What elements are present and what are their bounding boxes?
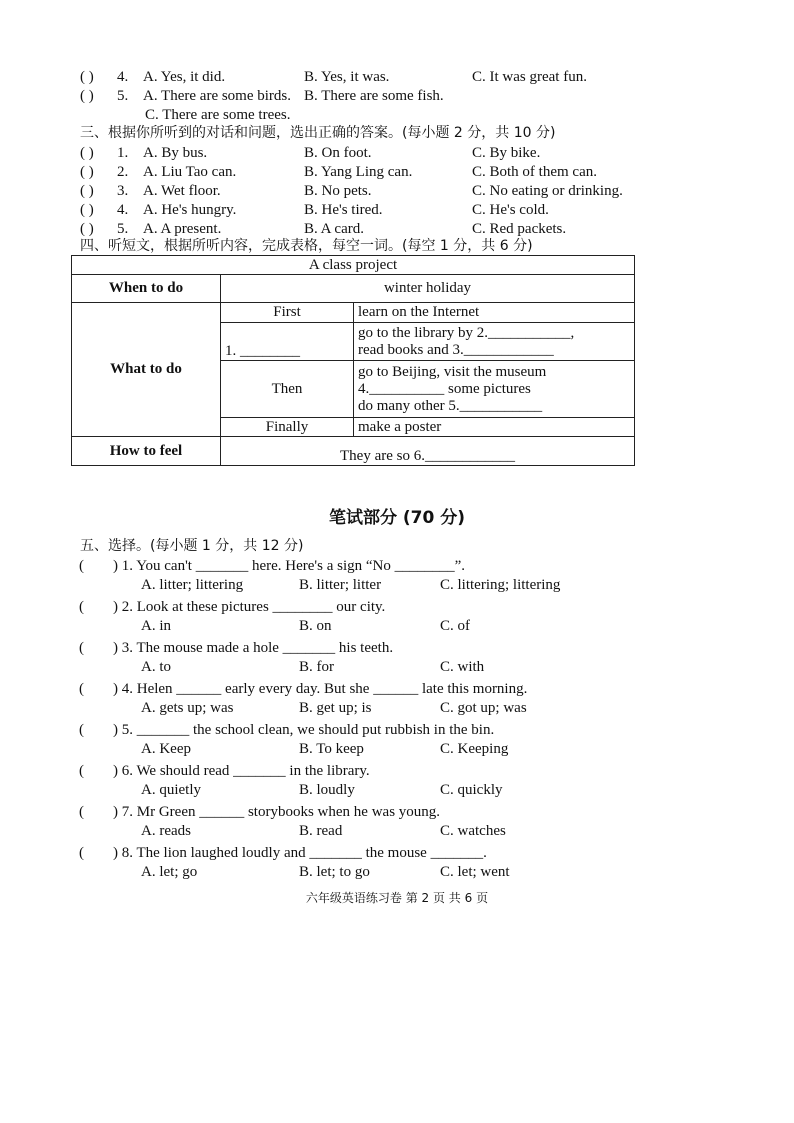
answer-paren[interactable]: ( bbox=[79, 722, 84, 738]
option-a: A. in bbox=[141, 618, 171, 634]
answer-paren[interactable]: ( bbox=[79, 763, 84, 779]
question-number: 4. bbox=[117, 202, 129, 218]
question-number: 3. bbox=[117, 183, 129, 199]
question-number: 5. bbox=[117, 88, 129, 104]
option-a: A. Wet floor. bbox=[143, 183, 221, 199]
answer-paren[interactable]: ( bbox=[79, 804, 84, 820]
option-a: A. There are some birds. bbox=[143, 88, 292, 104]
table-caption: A class project bbox=[72, 256, 635, 275]
option-b: B. A card. bbox=[304, 221, 364, 237]
answer-paren[interactable]: ( bbox=[79, 640, 84, 656]
answer-paren[interactable]: ( ) bbox=[80, 69, 94, 85]
option-b: B. Yes, it was. bbox=[304, 69, 390, 85]
read-books-line: read books and 3.____________ bbox=[358, 341, 554, 358]
finally-label: Finally bbox=[221, 418, 354, 437]
option-c: C. Keeping bbox=[440, 741, 509, 757]
answer-paren[interactable]: ( bbox=[79, 681, 84, 697]
question-text: ) 5. _______ the school clean, we should put rubbish in the bin. bbox=[113, 722, 495, 738]
question-number: 2. bbox=[117, 164, 129, 180]
beijing-line: go to Beijing, visit the museum bbox=[358, 363, 547, 380]
then-label: Then bbox=[221, 361, 354, 418]
question-number: 4. bbox=[117, 69, 129, 85]
option-c: C. Both of them can. bbox=[472, 164, 597, 180]
option-c: C. with bbox=[440, 659, 485, 675]
option-a: A. to bbox=[141, 659, 171, 675]
option-c: C. He's cold. bbox=[472, 202, 549, 218]
answer-paren[interactable]: ( ) bbox=[80, 183, 94, 199]
option-c: C. Red packets. bbox=[472, 221, 567, 237]
blank-1[interactable]: 1. ________ bbox=[221, 323, 354, 361]
option-a: A. gets up; was bbox=[141, 700, 234, 716]
option-c: C. By bike. bbox=[472, 145, 541, 161]
option-a: A. He's hungry. bbox=[143, 202, 237, 218]
answer-paren[interactable]: ( bbox=[79, 845, 84, 861]
answer-paren[interactable]: ( ) bbox=[80, 145, 94, 161]
question-number: 1. bbox=[117, 145, 129, 161]
option-a: A. Yes, it did. bbox=[143, 69, 226, 85]
finally-value: make a poster bbox=[354, 418, 635, 437]
option-b: B. There are some fish. bbox=[304, 88, 444, 104]
option-c: C. of bbox=[440, 618, 470, 634]
option-a: A. A present. bbox=[143, 221, 222, 237]
option-c-extra: C. There are some trees. bbox=[145, 107, 291, 123]
option-b: B. To keep bbox=[299, 741, 364, 757]
answer-paren[interactable]: ( ) bbox=[80, 221, 94, 237]
option-b: B. get up; is bbox=[299, 700, 372, 716]
question-text: ) 2. Look at these pictures ________ our city. bbox=[113, 599, 386, 615]
option-c: C. It was great fun. bbox=[472, 69, 587, 85]
option-b: B. On foot. bbox=[304, 145, 372, 161]
feel-value[interactable]: They are so 6.____________ bbox=[221, 437, 635, 466]
question-text: ) 3. The mouse made a hole _______ his teeth. bbox=[113, 640, 394, 656]
option-b: B. for bbox=[299, 659, 334, 675]
section4-heading: 四、听短文，根据所听内容，完成表格，每空一词。(每空 1 分，共 6 分) bbox=[80, 238, 533, 254]
what-label: What to do bbox=[72, 303, 221, 437]
option-b: B. No pets. bbox=[304, 183, 372, 199]
when-value: winter holiday bbox=[221, 275, 635, 303]
when-label: When to do bbox=[72, 275, 221, 303]
option-a: A. litter; littering bbox=[141, 577, 244, 593]
written-part-title: 笔试部分 (70 分) bbox=[328, 508, 466, 528]
library-line: go to the library by 2.___________, bbox=[358, 324, 575, 341]
question-text: ) 4. Helen ______ early every day. But she ______ late this morning. bbox=[113, 681, 528, 697]
first-label: First bbox=[221, 303, 354, 323]
feel-label: How to feel bbox=[72, 437, 221, 466]
option-c: C. let; went bbox=[440, 864, 510, 880]
option-c: C. littering; littering bbox=[440, 577, 561, 593]
question-number: 5. bbox=[117, 221, 129, 237]
question-text: ) 8. The lion laughed loudly and _______ the mouse _______. bbox=[113, 845, 487, 861]
option-b: B. He's tired. bbox=[304, 202, 383, 218]
section3-heading: 三、根据你所听到的对话和问题，选出正确的答案。(每小题 2 分，共 10 分) bbox=[80, 125, 556, 141]
option-b: B. on bbox=[299, 618, 332, 634]
option-c: C. watches bbox=[440, 823, 506, 839]
option-c: C. got up; was bbox=[440, 700, 527, 716]
answer-paren[interactable]: ( ) bbox=[80, 164, 94, 180]
question-text: ) 7. Mr Green ______ storybooks when he was young. bbox=[113, 804, 441, 820]
option-a: A. By bus. bbox=[143, 145, 208, 161]
option-c: C. No eating or drinking. bbox=[472, 183, 623, 199]
first-value: learn on the Internet bbox=[354, 303, 635, 323]
answer-paren[interactable]: ( ) bbox=[80, 88, 94, 104]
option-c: C. quickly bbox=[440, 782, 503, 798]
option-a: A. quietly bbox=[141, 782, 201, 798]
option-a: A. Keep bbox=[141, 741, 191, 757]
answer-paren[interactable]: ( bbox=[79, 558, 84, 574]
option-a: A. let; go bbox=[141, 864, 198, 880]
answer-paren[interactable]: ( bbox=[79, 599, 84, 615]
section5-heading: 五、选择。(每小题 1 分，共 12 分) bbox=[80, 538, 304, 554]
option-a: A. Liu Tao can. bbox=[143, 164, 237, 180]
option-b: B. loudly bbox=[299, 782, 355, 798]
page-footer: 六年级英语练习卷 第 2 页 共 6 页 bbox=[305, 891, 489, 905]
option-b: B. litter; litter bbox=[299, 577, 382, 593]
option-b: B. let; to go bbox=[299, 864, 370, 880]
answer-paren[interactable]: ( ) bbox=[80, 202, 94, 218]
class-project-table bbox=[71, 255, 635, 466]
option-b: B. read bbox=[299, 823, 343, 839]
option-b: B. Yang Ling can. bbox=[304, 164, 413, 180]
question-text: ) 6. We should read _______ in the library. bbox=[113, 763, 370, 779]
option-a: A. reads bbox=[141, 823, 191, 839]
pictures-line: 4.__________ some pictures bbox=[358, 380, 531, 397]
other-line: do many other 5.___________ bbox=[358, 397, 543, 414]
question-text: ) 1. You can't _______ here. Here's a sign “No ________”. bbox=[113, 558, 466, 574]
